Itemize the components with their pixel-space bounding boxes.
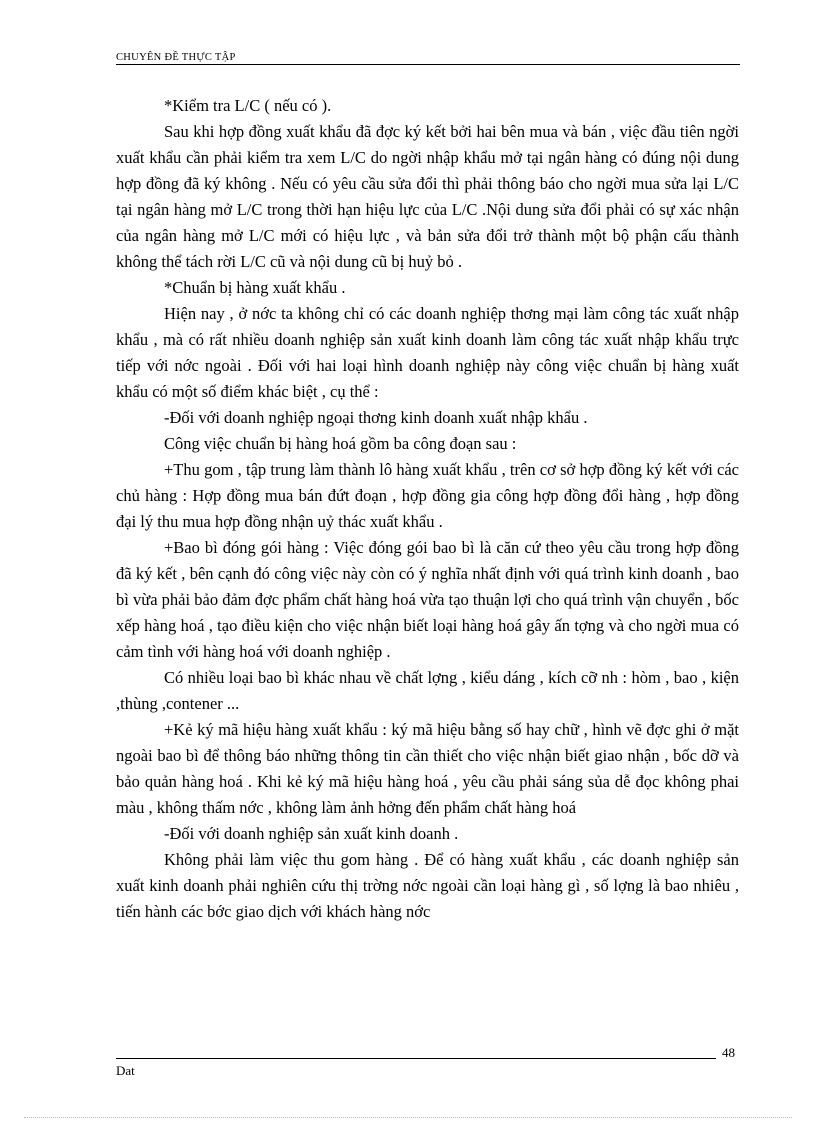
- list-item-packaging: +Bao bì đóng gói hàng : Việc đóng gói bao bì là căn cứ theo yêu cầu trong hợp đồng đã ký kết , bên cạnh đó công việc này còn có ý nghĩa nhất định với quá trình kinh doanh , bao bì vừa phải bảo đảm đợc phẩm chất hàng hoá vừa tạo thuận lợi cho quá trình vận chuyển , bốc xếp hàng hoá , tạo điều kiện cho việc nhận biết loại hàng hoá gây ấn tợng và cho ngời mua có cảm tình với hàng hoá với doanh nghiệp .: [116, 538, 739, 661]
- header-title: CHUYÊN ĐỀ THỰC TẬP: [116, 52, 236, 63]
- list-item-marking: +Kẻ ký mã hiệu hàng xuất khẩu : ký mã hiệu bằng số hay chữ , hình vẽ đợc ghi ở mặt ngoài bao bì để thông báo những thông tin cần thiết cho việc nhận biết giao nhận , bốc dỡ và bảo quản hàng hoá . Khi kẻ ký mã hiệu hàng hoá , yêu cầu phải sáng sủa dễ đọc không phai màu , không thấm nớc , không làm ảnh hởng đến phẩm chất hàng hoá: [116, 720, 739, 817]
- paragraph: Công việc chuẩn bị hàng hoá gồm ba công đoạn sau :: [164, 434, 517, 453]
- page-number: 48: [722, 1045, 735, 1060]
- footer-divider: [116, 1058, 716, 1059]
- list-item-collect: +Thu gom , tập trung làm thành lô hàng xuất khẩu , trên cơ sở hợp đồng ký kết với các chủ hàng : Hợp đồng mua bán đứt đoạn , hợp đồng gia công hợp đồng đổi hàng , hợp đồng đại lý thu mua hợp đồng nhận uỷ thác xuất khẩu .: [116, 460, 739, 531]
- paragraph: Hiện nay , ở nớc ta không chỉ có các doanh nghiệp thơng mại làm công tác xuất nhập khẩu , mà có rất nhiều doanh nghiệp sản xuất kinh doanh làm công tác xuất nhập khẩu trực tiếp với nớc ngoài . Đối với hai loại hình doanh nghiệp này công việc chuẩn bị hàng xuất khẩu có một số điểm khác biệt , cụ thể :: [116, 304, 739, 401]
- footer-author: Dat: [116, 1063, 135, 1078]
- subheading-trading-enterprise: -Đối với doanh nghiệp ngoại thơng kinh doanh xuất nhập khẩu .: [164, 408, 588, 427]
- subheading-check-lc: *Kiểm tra L/C ( nếu có ).: [164, 96, 332, 115]
- page-bottom-border: [24, 1117, 792, 1118]
- paragraph: Không phải làm việc thu gom hàng . Để có hàng xuất khẩu , các doanh nghiệp sản xuất kinh doanh phải nghiên cứu thị trờng nớc ngoài cần loại hàng gì , số lợng là bao nhiêu , tiến hành các bớc giao dịch với khách hàng nớc: [116, 850, 739, 921]
- paragraph: Sau khi hợp đồng xuất khẩu đã đợc ký kết bởi hai bên mua và bán , việc đầu tiên ngời xuất khẩu cần phải kiểm tra xem L/C do ngời nhập khẩu mở tại ngân hàng có đúng nội dung hợp đồng đã ký không . Nếu có yêu cầu sửa đổi thì phải thông báo cho ngời mua sửa lại L/C tại ngân hàng mở L/C trong thời hạn hiệu lực của L/C .Nội dung sửa đổi phải có sự xác nhận của ngân hàng mở L/C mới có hiệu lực , và bản sửa đổi trở thành một bộ phận cấu thành không thể tách rời L/C cũ và nội dung cũ bị huỷ bỏ .: [116, 122, 739, 271]
- paragraph: Có nhiều loại bao bì khác nhau về chất lợng , kiểu dáng , kích cỡ nh : hòm , bao , kiện ,thùng ,contener ...: [116, 668, 739, 713]
- page-header: [116, 51, 740, 65]
- subheading-prepare-goods: *Chuẩn bị hàng xuất khẩu .: [164, 278, 346, 297]
- subheading-production-enterprise: -Đối với doanh nghiệp sản xuất kinh doanh .: [164, 824, 459, 843]
- document-body: [116, 93, 739, 925]
